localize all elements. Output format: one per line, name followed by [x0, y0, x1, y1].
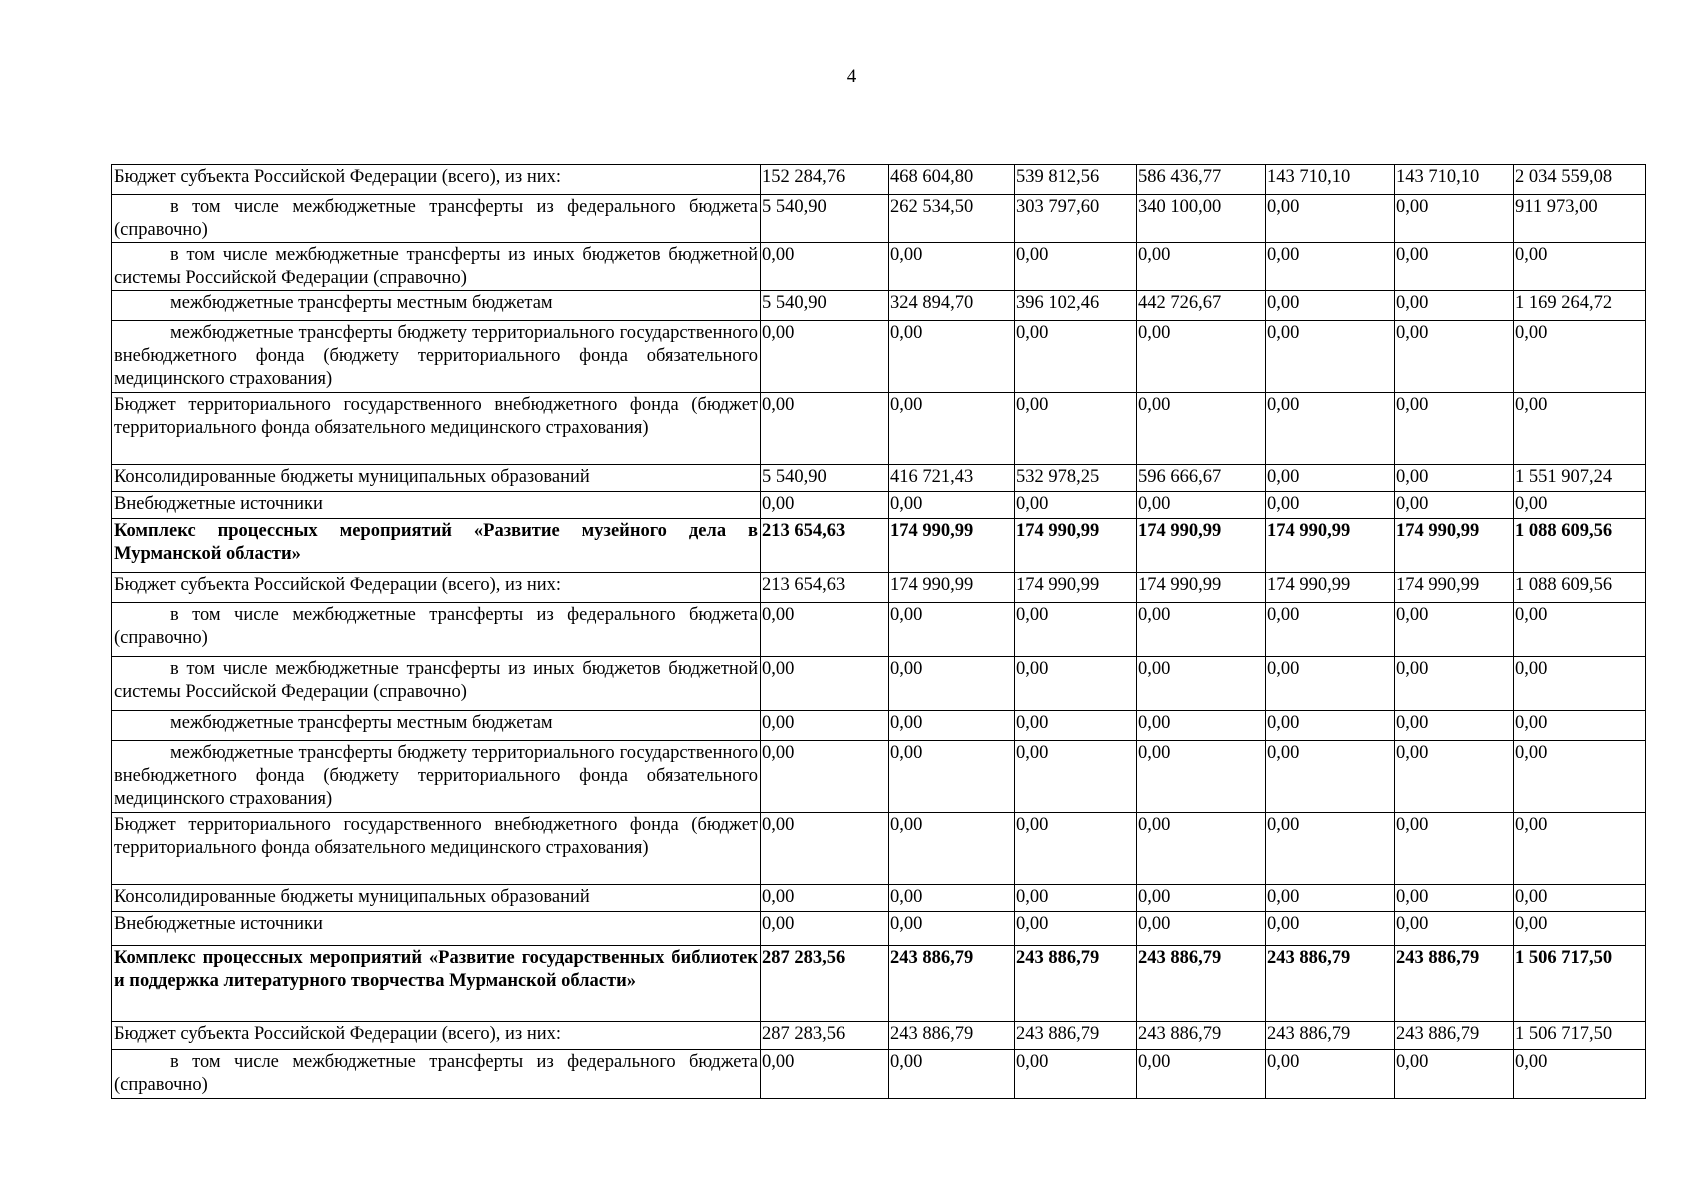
- table-row: [112, 393, 1646, 465]
- row-label: в том числе межбюджетные трансферты из иных бюджетов бюджетной системы Российской Федерации (справочно): [112, 243, 761, 291]
- cell-value: 287 283,56: [761, 1022, 889, 1050]
- cell-total: 911 973,00: [1514, 195, 1646, 243]
- cell-total: 0,00: [1514, 393, 1646, 465]
- cell-value: 0,00: [1137, 393, 1266, 465]
- cell-value: 0,00: [1266, 465, 1395, 492]
- row-label: межбюджетные трансферты бюджету территориального государственного внебюджетного фонда (бюджету территориального фонда обязательного медицинского страхования): [112, 741, 761, 813]
- cell-value: 0,00: [1266, 603, 1395, 657]
- cell-value: 0,00: [1015, 321, 1137, 393]
- cell-value: 243 886,79: [1137, 1022, 1266, 1050]
- cell-value: 0,00: [761, 711, 889, 741]
- row-label: в том числе межбюджетные трансферты из федерального бюджета (справочно): [112, 1050, 761, 1099]
- cell-value: 0,00: [889, 657, 1015, 711]
- cell-value: 0,00: [1137, 657, 1266, 711]
- cell-value: 0,00: [1015, 741, 1137, 813]
- cell-value: 243 886,79: [1015, 946, 1137, 1022]
- cell-value: 0,00: [1266, 291, 1395, 321]
- cell-value: 0,00: [1266, 912, 1395, 946]
- cell-total: 0,00: [1514, 657, 1646, 711]
- cell-value: 0,00: [1395, 1050, 1514, 1099]
- table-row: [112, 465, 1646, 492]
- cell-value: 0,00: [889, 1050, 1015, 1099]
- cell-value: 0,00: [761, 657, 889, 711]
- cell-value: 340 100,00: [1137, 195, 1266, 243]
- cell-value: 0,00: [1266, 393, 1395, 465]
- cell-value: 0,00: [889, 243, 1015, 291]
- cell-value: 0,00: [1395, 393, 1514, 465]
- cell-value: 0,00: [1137, 1050, 1266, 1099]
- cell-value: 532 978,25: [1015, 465, 1137, 492]
- row-label: Комплекс процессных мероприятий «Развитие государственных библиотек и поддержка литературного творчества Мурманской области»: [112, 946, 761, 1022]
- cell-value: 0,00: [761, 741, 889, 813]
- cell-value: 0,00: [761, 885, 889, 912]
- cell-total: 0,00: [1514, 741, 1646, 813]
- cell-value: 0,00: [889, 711, 1015, 741]
- table-row-section-header: [112, 519, 1646, 573]
- table-row: [112, 492, 1646, 519]
- table-row: [112, 165, 1646, 195]
- cell-value: 0,00: [889, 393, 1015, 465]
- cell-value: 0,00: [1395, 465, 1514, 492]
- cell-value: 0,00: [761, 393, 889, 465]
- cell-value: 174 990,99: [1015, 573, 1137, 603]
- table-row: [112, 603, 1646, 657]
- cell-value: 416 721,43: [889, 465, 1015, 492]
- cell-value: 0,00: [1395, 243, 1514, 291]
- cell-value: 0,00: [1395, 603, 1514, 657]
- cell-value: 287 283,56: [761, 946, 889, 1022]
- cell-value: 0,00: [1015, 711, 1137, 741]
- row-label: в том числе межбюджетные трансферты из иных бюджетов бюджетной системы Российской Федерации (справочно): [112, 657, 761, 711]
- cell-value: 0,00: [1137, 492, 1266, 519]
- cell-value: 0,00: [1137, 603, 1266, 657]
- cell-value: 0,00: [889, 603, 1015, 657]
- cell-total: 1 169 264,72: [1514, 291, 1646, 321]
- cell-value: 243 886,79: [1266, 1022, 1395, 1050]
- cell-value: 0,00: [1137, 741, 1266, 813]
- row-label: Комплекс процессных мероприятий «Развитие музейного дела в Мурманской области»: [112, 519, 761, 573]
- cell-value: 174 990,99: [889, 573, 1015, 603]
- row-label: Бюджет территориального государственного внебюджетного фонда (бюджет территориального фонда обязательного медицинского страхования): [112, 393, 761, 465]
- cell-value: 174 990,99: [1137, 573, 1266, 603]
- table-row: [112, 573, 1646, 603]
- table-row: [112, 291, 1646, 321]
- cell-value: 5 540,90: [761, 465, 889, 492]
- row-label: Бюджет субъекта Российской Федерации (всего), из них:: [112, 165, 761, 195]
- table-body: [112, 165, 1646, 1099]
- cell-value: 0,00: [1266, 243, 1395, 291]
- table-row: [112, 711, 1646, 741]
- cell-value: 0,00: [889, 741, 1015, 813]
- cell-value: 0,00: [889, 885, 1015, 912]
- cell-total: 1 506 717,50: [1514, 946, 1646, 1022]
- cell-total: 0,00: [1514, 492, 1646, 519]
- cell-value: 0,00: [1266, 813, 1395, 885]
- cell-value: 0,00: [761, 912, 889, 946]
- budget-table: [111, 164, 1646, 1099]
- table-row: [112, 885, 1646, 912]
- cell-value: 324 894,70: [889, 291, 1015, 321]
- cell-value: 0,00: [1015, 1050, 1137, 1099]
- cell-value: 0,00: [1137, 321, 1266, 393]
- row-label: Внебюджетные источники: [112, 492, 761, 519]
- cell-value: 442 726,67: [1137, 291, 1266, 321]
- cell-value: 0,00: [1395, 885, 1514, 912]
- cell-total: 1 506 717,50: [1514, 1022, 1646, 1050]
- cell-value: 0,00: [1137, 243, 1266, 291]
- row-label: Бюджет территориального государственного внебюджетного фонда (бюджет территориального фонда обязательного медицинского страхования): [112, 813, 761, 885]
- cell-value: 0,00: [1395, 195, 1514, 243]
- cell-total: 0,00: [1514, 603, 1646, 657]
- cell-value: 0,00: [1395, 321, 1514, 393]
- cell-value: 0,00: [1015, 912, 1137, 946]
- cell-value: 0,00: [761, 321, 889, 393]
- cell-value: 586 436,77: [1137, 165, 1266, 195]
- table-row: [112, 195, 1646, 243]
- page-number: 4: [846, 66, 857, 87]
- cell-value: 0,00: [1015, 885, 1137, 912]
- cell-total: 0,00: [1514, 885, 1646, 912]
- table-row: [112, 321, 1646, 393]
- row-label: Бюджет субъекта Российской Федерации (всего), из них:: [112, 1022, 761, 1050]
- cell-value: 243 886,79: [1137, 946, 1266, 1022]
- cell-value: 0,00: [1137, 813, 1266, 885]
- cell-value: 303 797,60: [1015, 195, 1137, 243]
- cell-value: 0,00: [761, 492, 889, 519]
- table-row: [112, 912, 1646, 946]
- cell-value: 262 534,50: [889, 195, 1015, 243]
- cell-value: 0,00: [1137, 711, 1266, 741]
- cell-value: 0,00: [1137, 885, 1266, 912]
- cell-value: 243 886,79: [1266, 946, 1395, 1022]
- cell-value: 0,00: [889, 912, 1015, 946]
- cell-value: 152 284,76: [761, 165, 889, 195]
- cell-value: 468 604,80: [889, 165, 1015, 195]
- table-row: [112, 1050, 1646, 1099]
- cell-value: 5 540,90: [761, 291, 889, 321]
- cell-value: 174 990,99: [889, 519, 1015, 573]
- cell-value: 174 990,99: [1266, 573, 1395, 603]
- cell-total: 1 088 609,56: [1514, 519, 1646, 573]
- row-label: Внебюджетные источники: [112, 912, 761, 946]
- cell-value: 0,00: [761, 1050, 889, 1099]
- cell-value: 0,00: [1015, 603, 1137, 657]
- cell-value: 0,00: [1395, 711, 1514, 741]
- cell-value: 0,00: [1395, 813, 1514, 885]
- cell-value: 0,00: [889, 813, 1015, 885]
- cell-value: 0,00: [1015, 492, 1137, 519]
- cell-value: 0,00: [1015, 657, 1137, 711]
- cell-value: 0,00: [889, 321, 1015, 393]
- cell-value: 0,00: [1266, 657, 1395, 711]
- cell-value: 0,00: [1395, 741, 1514, 813]
- cell-total: 0,00: [1514, 813, 1646, 885]
- cell-total: 0,00: [1514, 912, 1646, 946]
- table-row-section-header: [112, 946, 1646, 1022]
- cell-value: 0,00: [1266, 1050, 1395, 1099]
- cell-value: 0,00: [1395, 657, 1514, 711]
- cell-value: 0,00: [1395, 291, 1514, 321]
- cell-value: 213 654,63: [761, 573, 889, 603]
- cell-total: 0,00: [1514, 711, 1646, 741]
- cell-value: 0,00: [761, 243, 889, 291]
- cell-value: 5 540,90: [761, 195, 889, 243]
- cell-total: 0,00: [1514, 321, 1646, 393]
- cell-value: 396 102,46: [1015, 291, 1137, 321]
- cell-value: 0,00: [1266, 195, 1395, 243]
- cell-value: 0,00: [889, 492, 1015, 519]
- cell-total: 0,00: [1514, 243, 1646, 291]
- cell-value: 539 812,56: [1015, 165, 1137, 195]
- cell-value: 0,00: [761, 813, 889, 885]
- cell-value: 0,00: [1266, 885, 1395, 912]
- cell-value: 243 886,79: [1395, 1022, 1514, 1050]
- cell-value: 174 990,99: [1137, 519, 1266, 573]
- cell-value: 0,00: [1015, 813, 1137, 885]
- row-label: Консолидированные бюджеты муниципальных образований: [112, 885, 761, 912]
- cell-value: 0,00: [1395, 912, 1514, 946]
- cell-value: 0,00: [1266, 492, 1395, 519]
- cell-total: 2 034 559,08: [1514, 165, 1646, 195]
- cell-total: 0,00: [1514, 1050, 1646, 1099]
- cell-total: 1 551 907,24: [1514, 465, 1646, 492]
- row-label: межбюджетные трансферты местным бюджетам: [112, 291, 761, 321]
- row-label: в том числе межбюджетные трансферты из федерального бюджета (справочно): [112, 603, 761, 657]
- cell-value: 0,00: [1395, 492, 1514, 519]
- cell-value: 213 654,63: [761, 519, 889, 573]
- cell-value: 174 990,99: [1395, 519, 1514, 573]
- cell-value: 243 886,79: [889, 946, 1015, 1022]
- cell-value: 0,00: [1015, 243, 1137, 291]
- cell-value: 143 710,10: [1395, 165, 1514, 195]
- cell-value: 174 990,99: [1266, 519, 1395, 573]
- cell-value: 243 886,79: [1395, 946, 1514, 1022]
- cell-value: 0,00: [1266, 711, 1395, 741]
- cell-value: 243 886,79: [889, 1022, 1015, 1050]
- cell-value: 0,00: [1015, 393, 1137, 465]
- cell-value: 174 990,99: [1015, 519, 1137, 573]
- row-label: Бюджет субъекта Российской Федерации (всего), из них:: [112, 573, 761, 603]
- row-label: межбюджетные трансферты бюджету территориального государственного внебюджетного фонда (бюджету территориального фонда обязательного медицинского страхования): [112, 321, 761, 393]
- cell-value: 243 886,79: [1015, 1022, 1137, 1050]
- row-label: межбюджетные трансферты местным бюджетам: [112, 711, 761, 741]
- cell-value: 143 710,10: [1266, 165, 1395, 195]
- cell-value: 0,00: [1266, 741, 1395, 813]
- table-row: [112, 657, 1646, 711]
- row-label: в том числе межбюджетные трансферты из федерального бюджета (справочно): [112, 195, 761, 243]
- cell-total: 1 088 609,56: [1514, 573, 1646, 603]
- table-row: [112, 1022, 1646, 1050]
- cell-value: 0,00: [1137, 912, 1266, 946]
- cell-value: 174 990,99: [1395, 573, 1514, 603]
- cell-value: 0,00: [1266, 321, 1395, 393]
- table-row: [112, 813, 1646, 885]
- row-label: Консолидированные бюджеты муниципальных образований: [112, 465, 761, 492]
- cell-value: 596 666,67: [1137, 465, 1266, 492]
- table-row: [112, 741, 1646, 813]
- cell-value: 0,00: [761, 603, 889, 657]
- table-row: [112, 243, 1646, 291]
